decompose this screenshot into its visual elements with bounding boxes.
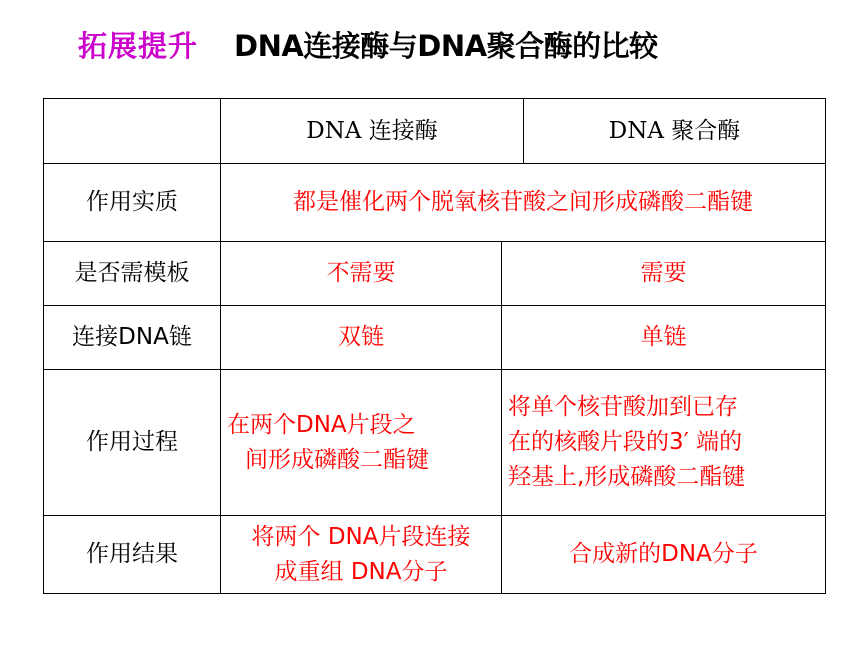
slide-title	[78, 20, 658, 68]
header-corner-cell	[44, 99, 221, 164]
header-dna-ligase: DNA 连接酶	[221, 99, 524, 164]
row-label-template: 是否需模板	[44, 242, 221, 306]
process-ligase-line-1: 在两个DNA片段之	[227, 411, 416, 438]
cell-chain-ligase: 双链	[221, 306, 502, 370]
row-label-essence: 作用实质	[44, 164, 221, 242]
process-polymerase-line-2: 在的核酸片段的3′ 端的	[508, 429, 743, 455]
header-dna-polymerase: DNA 聚合酶	[524, 99, 826, 164]
process-polymerase-line-1: 将单个核苷酸加到已存	[508, 394, 738, 420]
process-polymerase-line-3: 羟基上,形成磷酸二酯键	[508, 464, 746, 490]
table-row-essence	[44, 164, 826, 242]
row-label-process: 作用过程	[44, 370, 221, 516]
cell-chain-polymerase: 单链	[502, 306, 826, 370]
result-ligase-line-1: 将两个 DNA片段连接	[251, 523, 471, 550]
cell-template-polymerase: 需要	[502, 242, 826, 306]
row-label-chain: 连接DNA链	[44, 306, 221, 370]
section-tag: 拓展提升	[78, 28, 199, 63]
row-label-result: 作用结果	[44, 516, 221, 594]
cell-essence-merged: 都是催化两个脱氧核苷酸之间形成磷酸二酯键	[221, 164, 826, 242]
cell-template-ligase: 不需要	[221, 242, 502, 306]
table-row-result	[44, 516, 826, 594]
table-header-row	[44, 99, 826, 164]
comparison-table	[43, 98, 826, 594]
cell-result-polymerase: 合成新的DNA分子	[502, 516, 826, 594]
result-ligase-line-2: 成重组 DNA分子	[274, 558, 448, 585]
cell-result-ligase	[221, 516, 502, 594]
cell-process-polymerase	[502, 370, 826, 516]
process-ligase-line-2: 间形成磷酸二酯键	[245, 446, 429, 473]
page-title: DNA连接酶与DNA聚合酶的比较	[234, 28, 658, 63]
table-row-template	[44, 242, 826, 306]
table-row-chain	[44, 306, 826, 370]
table-row-process	[44, 370, 826, 516]
cell-process-ligase	[221, 370, 502, 516]
